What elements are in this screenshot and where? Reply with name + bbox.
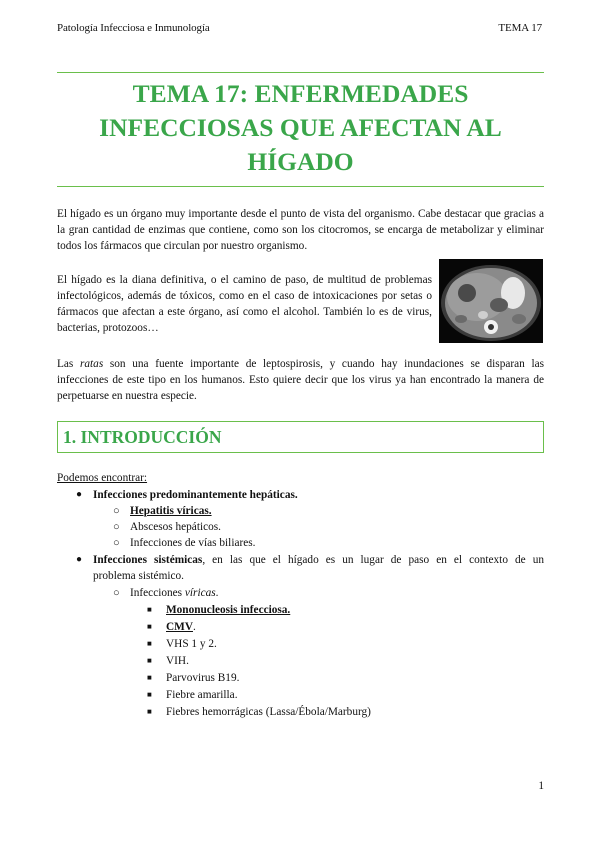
- title-line-2: INFECCIOSAS QUE AFECTAN AL: [99, 113, 502, 142]
- list-item-mononucleosis: Mononucleosis infecciosa.: [166, 604, 291, 616]
- header-topic: TEMA 17: [498, 22, 542, 34]
- paragraph-leptospirosis: [57, 356, 544, 404]
- filled-square-bullet-icon: ■: [147, 622, 152, 631]
- hollow-circle-bullet-icon: ○: [113, 587, 120, 599]
- viral-emphasis: víricas: [184, 587, 216, 599]
- p3-text-end: son una fuente importante de leptospirosis, y cuando hay inundaciones se disparan las infecciones de este tipo en los humanos. Esto quiere decir que los virus ya han encontrado la manera de perpetuarse en nuestra especie.: [57, 358, 545, 402]
- cmv-label: CMV: [166, 621, 193, 633]
- paragraph-liver-importance: El hígado es un órgano muy importante desde el punto de vista del organismo. Cabe destacar que gracias a la gran cantidad de enzimas que contiene, como son los citocromos, se encarga de metabolizar y eliminar todos los fármacos que circulan por nuestro organismo.: [57, 208, 544, 252]
- p3-text-start: Las: [57, 358, 80, 370]
- systemic-description: , en las que el hígado es un lugar de paso en el contexto de un: [202, 554, 544, 566]
- filled-square-bullet-icon: ■: [147, 690, 152, 699]
- filled-square-bullet-icon: ■: [147, 673, 152, 682]
- section-title: 1. INTRODUCCIÓN: [63, 427, 222, 447]
- hollow-circle-bullet-icon: ○: [113, 521, 120, 533]
- list-item-viral-hepatitis: Hepatitis víricas.: [130, 505, 212, 517]
- list-item-abscesses: Abscesos hepáticos.: [130, 521, 221, 533]
- list-item-parvovirus: Parvovirus B19.: [166, 672, 240, 684]
- filled-circle-bullet-icon: ●: [76, 554, 83, 565]
- filled-square-bullet-icon: ■: [147, 707, 152, 716]
- ct-scan-image: [439, 259, 543, 343]
- filled-square-bullet-icon: ■: [147, 639, 152, 648]
- title-line-3: HÍGADO: [247, 147, 354, 176]
- list-item-viral-infections: [130, 585, 218, 601]
- title-rule-top: [57, 72, 544, 73]
- filled-square-bullet-icon: ■: [147, 605, 152, 614]
- p3-emphasis: ratas: [79, 358, 104, 370]
- title-rule-bottom: [57, 186, 544, 187]
- systemic-label: Infecciones sistémicas: [93, 554, 203, 566]
- list-item-vhs: VHS 1 y 2.: [166, 638, 217, 650]
- list-item-cmv: [166, 619, 196, 635]
- filled-square-bullet-icon: ■: [147, 656, 152, 665]
- list-item-vih: VIH.: [166, 655, 189, 667]
- page-number: 1: [538, 780, 544, 792]
- list-item-systemic-cont: problema sistémico.: [93, 570, 184, 582]
- list-item-hemorrhagic-fevers: Fiebres hemorrágicas (Lassa/Ébola/Marburg): [166, 706, 371, 718]
- header-course: Patología Infecciosa e Inmunología: [57, 22, 210, 34]
- list-item-hepatic: Infecciones predominantemente hepáticas.: [93, 489, 298, 501]
- list-lead: Podemos encontrar:: [57, 472, 148, 484]
- list-item-biliary: Infecciones de vías biliares.: [130, 537, 256, 549]
- cmv-period: .: [192, 621, 196, 633]
- title-line-1: TEMA 17: ENFERMEDADES: [132, 79, 469, 108]
- section-heading-box: [57, 421, 544, 453]
- list-item-systemic: [93, 552, 544, 568]
- hollow-circle-bullet-icon: ○: [113, 537, 120, 549]
- filled-circle-bullet-icon: ●: [76, 489, 83, 500]
- paragraph-liver-target: El hígado es la diana definitiva, o el camino de paso, de multitud de problemas infectológicos, además de tóxicos, como en el caso de intoxicaciones por setas o fármacos que afectan a este órgano, así como el alcohol. También lo es de virus, bacterias, protozoos…: [57, 274, 432, 334]
- list-item-yellow-fever: Fiebre amarilla.: [166, 689, 238, 701]
- page-title: [57, 77, 544, 179]
- hollow-circle-bullet-icon: ○: [113, 505, 120, 517]
- viral-text-end: .: [215, 587, 219, 599]
- viral-text-start: Infecciones: [130, 587, 185, 599]
